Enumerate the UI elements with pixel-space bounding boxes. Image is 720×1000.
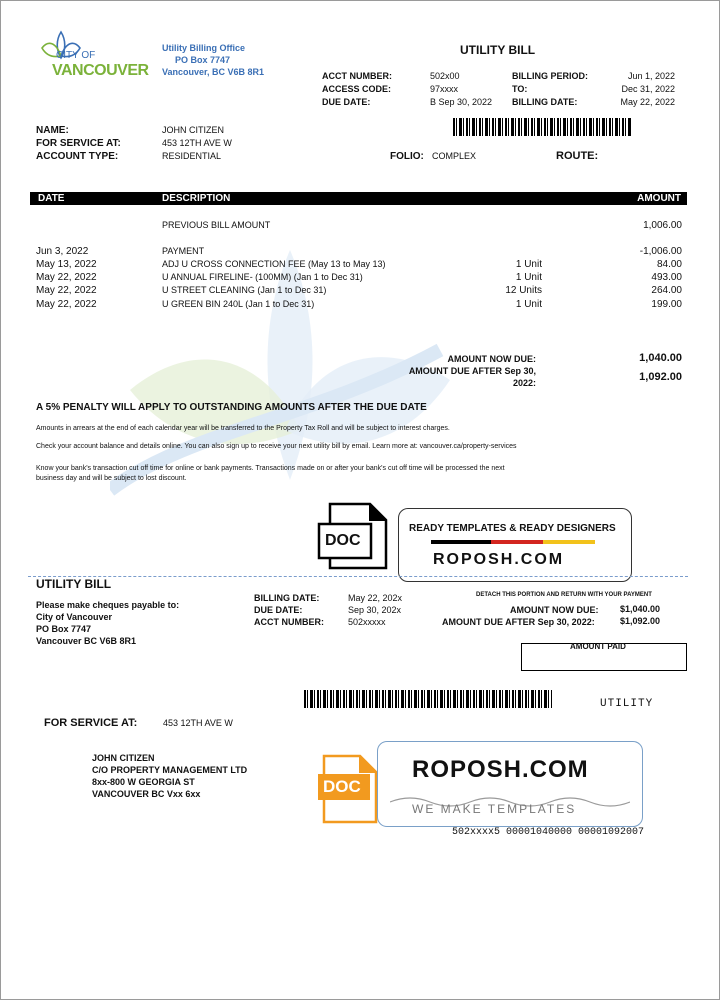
stub-service-label: FOR SERVICE AT:	[44, 717, 138, 729]
stub-after-due-value: $1,092.00	[620, 616, 661, 626]
mail-line-2: C/O PROPERTY MANAGEMENT LTD	[92, 765, 248, 775]
watermark-headline: READY TEMPLATES & READY DESIGNERS	[409, 523, 616, 534]
cheque-line-1: Please make cheques payable to:	[36, 600, 180, 610]
bill-title: UTILITY BILL	[460, 43, 536, 57]
stub-now-due-label: AMOUNT NOW DUE:	[510, 605, 599, 615]
col-date: DATE	[38, 193, 65, 204]
now-due-value: 1,040.00	[639, 352, 682, 364]
name-label: NAME:	[36, 125, 69, 136]
logo-vancouver: VANCOUVER	[52, 62, 149, 79]
amount-paid-label: AMOUNT PAID	[570, 642, 626, 651]
row-date: May 13, 2022	[36, 259, 97, 270]
row-amount: -1,006.00	[639, 246, 682, 257]
stub-billing-date-label: BILLING DATE:	[254, 593, 320, 603]
row-desc: U ANNUAL FIRELINE- (100MM) (Jan 1 to Dec 31)	[162, 272, 363, 282]
stub-due-value: Sep 30, 202x	[348, 605, 402, 615]
scan-line: 502xxxx5 00001040000 00001092007	[452, 827, 645, 838]
after-due-label-year: 2022:	[512, 378, 536, 388]
acct-value: 502x00	[430, 71, 460, 81]
amount-paid-box[interactable]	[521, 643, 687, 671]
row-amount: 84.00	[656, 259, 682, 270]
due-label: DUE DATE:	[322, 97, 371, 107]
row-amount: 493.00	[651, 272, 682, 283]
to-label: TO:	[512, 84, 528, 94]
watermark-tagline: WE MAKE TEMPLATES	[412, 802, 577, 816]
access-label: ACCESS CODE:	[322, 84, 392, 94]
doc-label-1: DOC	[325, 532, 361, 549]
row-amount: 264.00	[651, 285, 682, 296]
stub-due-label: DUE DATE:	[254, 605, 303, 615]
stub-acct-value: 502xxxxx	[348, 617, 386, 627]
period-value: Jun 1, 2022	[627, 71, 675, 81]
name-value: JOHN CITIZEN	[162, 125, 224, 135]
notice-line-3: Know your bank's transaction cut off time for online or bank payments. Transactions made on or after your bank's cut off time will be processed the next	[36, 465, 505, 472]
detach-note: DETACH THIS PORTION AND RETURN WITH YOUR PAYMENT	[476, 592, 652, 598]
now-due-label: AMOUNT NOW DUE:	[447, 354, 536, 364]
top-barcode	[453, 118, 631, 136]
col-amount: AMOUNT	[637, 193, 681, 204]
service-label: FOR SERVICE AT:	[36, 138, 121, 149]
utility-label: UTILITY	[600, 698, 654, 710]
detach-line	[28, 576, 688, 577]
stub-acct-label: ACCT NUMBER:	[254, 617, 324, 627]
stub-billing-date-value: May 22, 202x	[348, 593, 403, 603]
stub-title: UTILITY BILL	[36, 577, 112, 591]
cheque-line-3: PO Box 7747	[36, 624, 92, 634]
acct-label: ACCT NUMBER:	[322, 71, 392, 81]
stub-service-value: 453 12TH AVE W	[163, 718, 233, 728]
row-desc: U STREET CLEANING (Jan 1 to Dec 31)	[162, 285, 327, 295]
penalty-notice: A 5% PENALTY WILL APPLY TO OUTSTANDING AMOUNTS AFTER THE DUE DATE	[36, 402, 427, 413]
after-due-value: 1,092.00	[639, 371, 682, 383]
folio-label: FOLIO:	[390, 151, 424, 162]
doc-label-2: DOC	[323, 777, 361, 796]
after-due-label: AMOUNT DUE AFTER Sep 30,	[408, 366, 536, 376]
stub-barcode	[304, 690, 552, 708]
notice-line-2: Check your account balance and details online. You can also sign up to receive your next utility bill by email. Learn more at: vancouver.ca/property-services	[36, 443, 517, 450]
mail-line-1: JOHN CITIZEN	[92, 753, 155, 763]
flag-stripe-red	[491, 540, 543, 544]
account-type-value: RESIDENTIAL	[162, 151, 222, 161]
service-value: 453 12TH AVE W	[162, 138, 232, 148]
account-type-label: ACCOUNT TYPE:	[36, 151, 119, 162]
access-value: 97xxxx	[430, 84, 459, 94]
cheque-line-4: Vancouver BC V6B 8R1	[36, 636, 137, 646]
watermark-brand-1: ROPOSH.COM	[433, 551, 565, 568]
period-label: BILLING PERIOD:	[512, 71, 588, 81]
mail-line-3: 8xx-800 W GEORGIA ST	[92, 777, 195, 787]
row-qty: 1 Unit	[515, 272, 542, 283]
table-header	[30, 192, 687, 205]
billing-date-value: May 22, 2022	[620, 97, 675, 107]
route-label: ROUTE:	[556, 150, 599, 162]
row-desc: PAYMENT	[162, 246, 205, 256]
office-line-2: PO Box 7747	[175, 55, 231, 65]
row-desc: U GREEN BIN 240L (Jan 1 to Dec 31)	[162, 299, 315, 309]
row-date: Jun 3, 2022	[36, 246, 89, 257]
previous-bill-amount: 1,006.00	[643, 220, 682, 231]
office-line-1: Utility Billing Office	[162, 43, 246, 53]
row-qty: 12 Units	[505, 285, 542, 296]
mail-line-4: VANCOUVER BC Vxx 6xx	[92, 789, 201, 799]
stub-now-due-value: $1,040.00	[620, 604, 661, 614]
row-date: May 22, 2022	[36, 272, 97, 283]
row-date: May 22, 2022	[36, 299, 97, 310]
row-qty: 1 Unit	[515, 259, 542, 270]
office-line-3: Vancouver, BC V6B 8R1	[162, 67, 265, 77]
folio-value: COMPLEX	[432, 151, 477, 161]
watermark-brand-box	[377, 741, 643, 827]
cheque-line-2: City of Vancouver	[36, 612, 113, 622]
notice-line-4: business day and will be subject to lost discount.	[36, 475, 187, 482]
flag-stripe-yellow	[543, 540, 595, 544]
billing-date-label: BILLING DATE:	[512, 97, 578, 107]
row-date: May 22, 2022	[36, 285, 97, 296]
to-value: Dec 31, 2022	[621, 84, 675, 94]
watermark-banner	[398, 508, 632, 582]
row-desc: ADJ U CROSS CONNECTION FEE (May 13 to May 13)	[162, 259, 386, 269]
previous-bill-label: PREVIOUS BILL AMOUNT	[162, 220, 271, 230]
notice-line-1: Amounts in arrears at the end of each calendar year will be transferred to the Property Tax Roll and will be subject to interest charges.	[36, 425, 450, 432]
row-amount: 199.00	[651, 299, 682, 310]
watermark-brand-2: ROPOSH.COM	[412, 756, 589, 783]
due-value: B Sep 30, 2022	[430, 97, 493, 107]
col-description: DESCRIPTION	[162, 193, 231, 204]
flag-stripe-black	[431, 540, 491, 544]
stub-after-due-label: AMOUNT DUE AFTER Sep 30, 2022:	[442, 617, 595, 627]
row-qty: 1 Unit	[515, 299, 542, 310]
doc-file-orange-icon	[316, 752, 380, 831]
doc-file-icon	[316, 500, 390, 577]
logo-city-of: CITY OF	[56, 50, 96, 61]
